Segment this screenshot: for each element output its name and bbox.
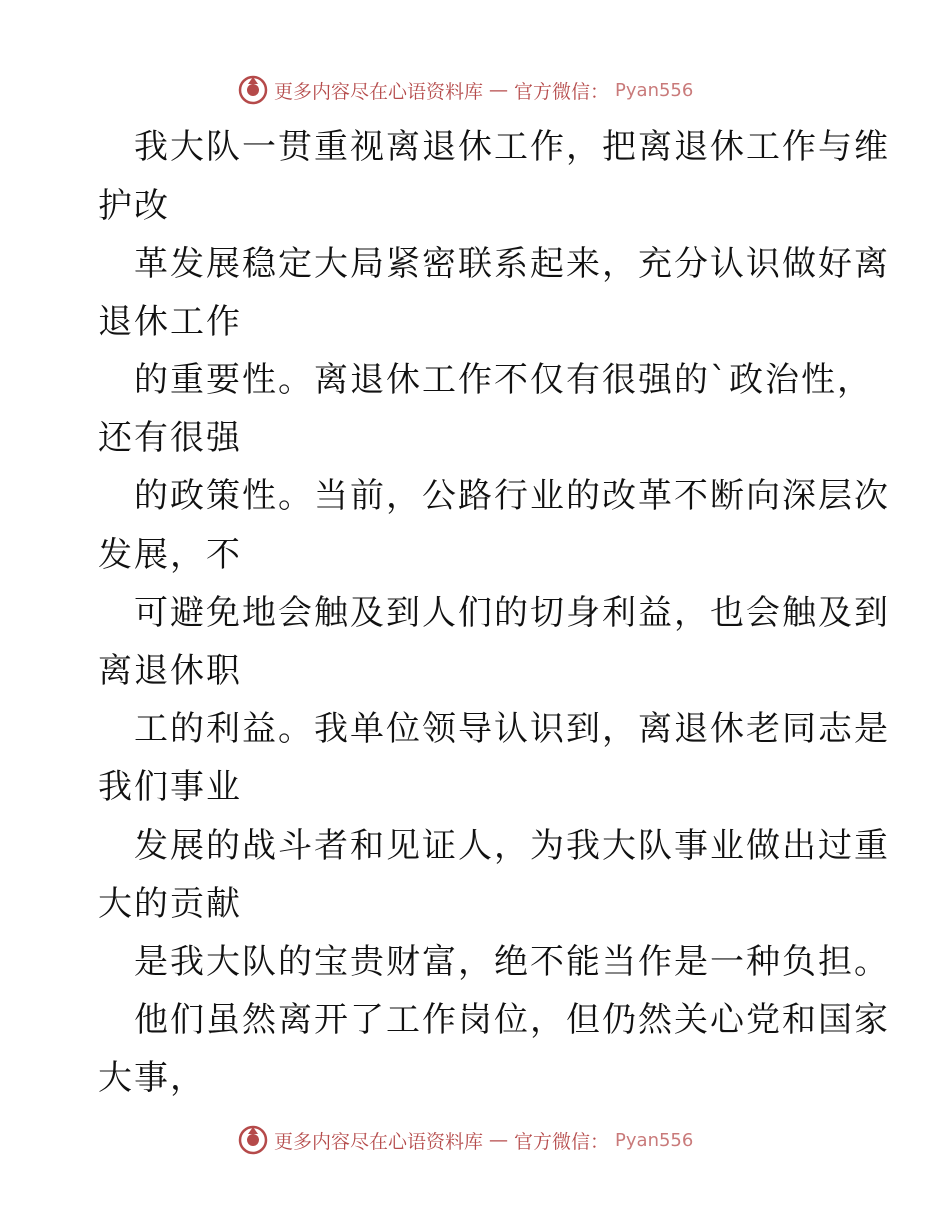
text-line: 工的利益。我单位领导认识到，离退休老同志是 (134, 709, 890, 749)
watermark-brand: 更多内容尽在心语资料库 (274, 80, 484, 103)
text-line: 离退休职 (98, 651, 242, 691)
text-line: 我们事业 (98, 767, 242, 807)
text-line: 大事， (98, 1058, 206, 1098)
watermark-brand: 更多内容尽在心语资料库 (274, 1130, 484, 1153)
watermark-separator: — (489, 1129, 509, 1151)
text-line: 退休工作 (98, 302, 242, 342)
text-line: 发展的战斗者和见证人，为我大队事业做出过重 (134, 826, 890, 866)
text-line: 可避免地会触及到人们的切身利益，也会触及到 (134, 593, 890, 633)
watermark-separator: — (489, 79, 509, 101)
text-line: 的重要性。离退休工作不仅有很强的`政治性， (134, 360, 873, 400)
watermark-wechat-label: 官方微信： (514, 1130, 610, 1153)
text-line: 护改 (98, 186, 170, 226)
watermark-account: Pyan556 (615, 79, 694, 101)
text-line: 大的贡献 (98, 884, 242, 924)
watermark-wechat-label: 官方微信： (514, 80, 610, 103)
text-line: 是我大队的宝贵财富，绝不能当作是一种负担。 (134, 942, 890, 982)
text-line: 革发展稳定大局紧密联系起来，充分认识做好离 (134, 244, 890, 284)
text-line: 的政策性。当前，公路行业的改革不断向深层次 (134, 476, 890, 516)
watermark-account: Pyan556 (615, 1129, 694, 1151)
text-line: 他们虽然离开了工作岗位，但仍然关心党和国家 (134, 1000, 890, 1040)
text-line: 我大队一贯重视离退休工作，把离退休工作与维 (134, 127, 890, 167)
text-line: 还有很强 (98, 418, 242, 458)
logo-seal-icon (238, 1125, 268, 1155)
text-line: 发展，不 (98, 535, 242, 575)
footer-watermark (238, 1122, 693, 1158)
